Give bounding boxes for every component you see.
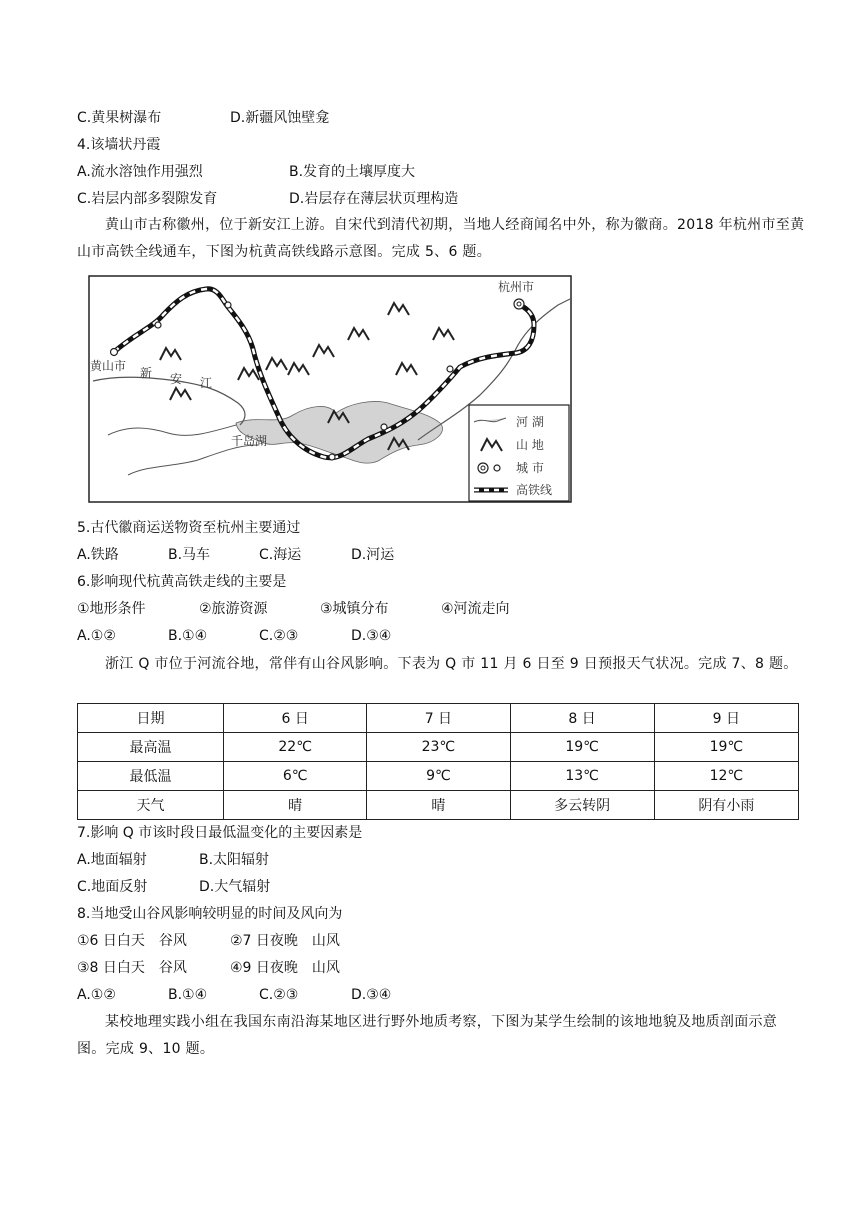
option-c: C.黄果树瀑布: [77, 110, 162, 126]
statement-3: ③8 日白天 谷风: [77, 960, 187, 976]
table-cell: 最低温: [78, 762, 224, 791]
statement-1: ①6 日白天 谷风: [77, 933, 187, 949]
option-c: C.②③: [259, 987, 299, 1003]
option-d: D.③④: [351, 628, 392, 644]
map-legend: [469, 405, 569, 501]
table-cell: 22℃: [224, 733, 367, 762]
table-header-row: [78, 704, 799, 733]
statement-4: ④9 日夜晚 山风: [230, 960, 340, 976]
option-a: A.铁路: [77, 547, 119, 563]
city-icon: [225, 302, 231, 308]
passage-5-6: 黄山市古称徽州，位于新安江上游。自宋代到清代初期，当地人经商闻名中外，称为徽商。2018 年杭州市至黄山市高铁全线通车，下图为杭黄高铁线路示意图。完成 5、6 题。: [77, 217, 805, 260]
option-d: D.大气辐射: [199, 879, 271, 895]
statement-4: ④河流走向: [441, 601, 510, 617]
table-cell: 23℃: [367, 733, 510, 762]
statement-1: ①地形条件: [77, 601, 146, 617]
table-cell: 6℃: [224, 762, 367, 791]
statement-2: ②旅游资源: [199, 601, 268, 617]
option-c: C.海运: [259, 547, 302, 563]
question-8-stem: 8.当地受山谷风影响较明显的时间及风向为: [77, 906, 343, 922]
passage-7-8: 浙江 Q 市位于河流谷地，常伴有山谷风影响。下表为 Q 市 11 月 6 日至 9 日预报天气状况。完成 7、8 题。: [105, 656, 798, 672]
table-header: 日期: [78, 704, 224, 733]
option-d: D.③④: [351, 987, 392, 1003]
table-cell: 晴: [224, 791, 367, 820]
option-c: C.②③: [259, 628, 299, 644]
table-cell: 12℃: [654, 762, 798, 791]
statement-3: ③城镇分布: [320, 601, 389, 617]
city-hangzhou-icon: [514, 299, 524, 309]
table-cell: 阴有小雨: [654, 791, 798, 820]
table-cell: 9℃: [367, 762, 510, 791]
table-header: 6 日: [224, 704, 367, 733]
legend-railway: 高铁线: [516, 483, 553, 497]
city-icon: [381, 424, 387, 430]
option-d: D.岩层存在薄层状页理构造: [289, 191, 459, 207]
table-row: [78, 733, 799, 762]
table-row: [78, 791, 799, 820]
option-b: B.发育的土壤厚度大: [289, 164, 416, 180]
table-cell: 最高温: [78, 733, 224, 762]
label-hangzhou: 杭州市: [498, 280, 535, 294]
table-header: 7 日: [367, 704, 510, 733]
option-c: C.岩层内部多裂隙发育: [77, 191, 218, 207]
weather-table: [77, 703, 799, 820]
railway-map: [88, 275, 572, 503]
question-5-stem: 5.古代徽商运送物资至杭州主要通过: [77, 520, 301, 536]
label-jiang: 江: [200, 376, 213, 390]
option-b: B.①④: [168, 987, 208, 1003]
table-cell: 19℃: [654, 733, 798, 762]
option-d: D.河运: [351, 547, 395, 563]
option-a: A.①②: [77, 628, 116, 644]
table-header: 8 日: [510, 704, 654, 733]
city-huangshan-icon: [111, 349, 118, 356]
city-icon: [329, 454, 335, 460]
city-icon: [447, 366, 453, 372]
table-header: 9 日: [654, 704, 798, 733]
legend-city: 城 市: [516, 461, 544, 475]
question-6-stem: 6.影响现代杭黄高铁走线的主要是: [77, 574, 287, 590]
table-cell: 19℃: [510, 733, 654, 762]
statement-2: ②7 日夜晚 山风: [230, 933, 340, 949]
option-b: B.太阳辐射: [199, 852, 270, 868]
option-b: B.马车: [168, 547, 211, 563]
label-xin: 新: [140, 366, 153, 380]
legend-city-icon: [478, 463, 488, 473]
legend-river-lake: 河 湖: [516, 415, 544, 429]
option-d: D.新疆风蚀壁龛: [230, 110, 330, 126]
label-an: 安: [170, 372, 183, 386]
table-cell: 13℃: [510, 762, 654, 791]
question-4-stem: 4.该墙状丹霞: [77, 137, 161, 153]
table-cell: 晴: [367, 791, 510, 820]
option-c: C.地面反射: [77, 879, 148, 895]
label-qiandao: 千岛湖: [231, 434, 268, 448]
option-a: A.流水溶蚀作用强烈: [77, 164, 203, 180]
table-cell: 多云转阴: [510, 791, 654, 820]
legend-mountain: 山 地: [516, 438, 544, 452]
option-a: A.地面辐射: [77, 852, 147, 868]
city-icon: [155, 322, 161, 328]
question-7-stem: 7.影响 Q 市该时段日最低温变化的主要因素是: [77, 825, 363, 841]
option-b: B.①④: [168, 628, 208, 644]
table-cell: 天气: [78, 791, 224, 820]
passage-9-10: 某校地理实践小组在我国东南沿海某地区进行野外地质考察，下图为某学生绘制的该地地貌及地质剖面示意图。完成 9、10 题。: [77, 1014, 778, 1057]
option-a: A.①②: [77, 987, 116, 1003]
label-huangshan: 黄山市: [90, 359, 127, 373]
table-row: [78, 762, 799, 791]
